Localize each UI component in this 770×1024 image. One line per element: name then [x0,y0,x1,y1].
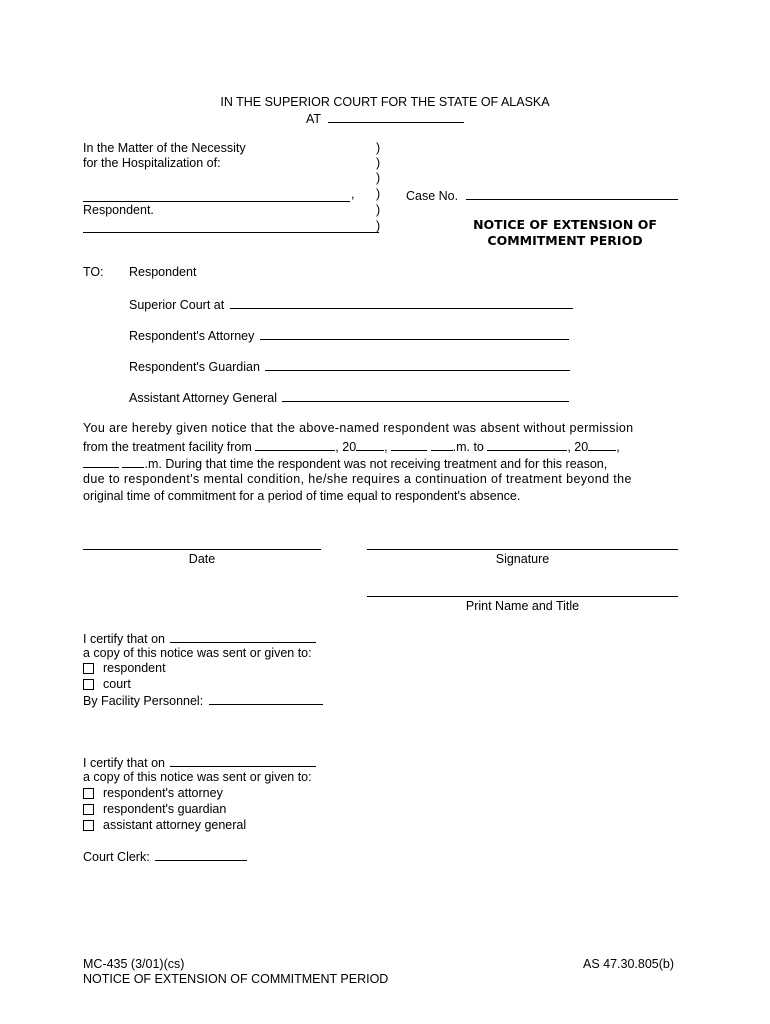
to-guardian [129,358,570,374]
checkbox-respondents-attorney[interactable] [83,788,94,799]
superior-court-field[interactable] [230,296,573,309]
guardian-label: Respondent's Guardian [129,360,260,374]
certify-2-date-field[interactable] [170,754,316,767]
absence-end-time-field[interactable] [83,455,119,468]
court-location [306,110,464,126]
caption-paren: ) [376,171,381,185]
checkbox-respondent-row: respondent [83,661,166,675]
checkbox-guardian-row: respondent's guardian [83,802,226,816]
court-heading [0,95,770,109]
notice-line-3: .m. During that time the respondent was not receiving treatment and for this reason, [83,455,607,471]
court-location-field[interactable] [328,110,464,123]
signature-label: Signature [495,552,550,566]
guardian-field[interactable] [265,358,570,371]
date-field[interactable] [83,549,321,550]
by-facility-personnel: By Facility Personnel: [83,692,323,708]
checkbox-respondents-guardian[interactable] [83,804,94,815]
caption-bottom-rule [83,232,379,233]
absence-end-date-field[interactable] [487,438,567,451]
form-number: MC-435 (3/01)(cs) [83,957,185,971]
at-label: AT [306,112,321,126]
absence-end-year-field[interactable] [588,438,616,451]
caption-paren: ) [376,219,381,233]
to-label: TO: [83,265,104,279]
attorney-label: Respondent's Attorney [129,329,255,343]
to-superior-court [129,296,573,312]
checkbox-assistant-attorney-general[interactable] [83,820,94,831]
court-clerk-field[interactable] [155,848,247,861]
absence-start-year-field[interactable] [356,438,384,451]
court-clerk: Court Clerk: [83,848,247,864]
notice-line-1: You are hereby given notice that the above-named respondent was absent without permission [83,421,634,435]
checkbox-attorney-row: respondent's attorney [83,786,223,800]
court-line: IN THE SUPERIOR COURT FOR THE STATE OF ALASKA [220,95,550,109]
matter-line-2: for the Hospitalization of: [83,156,221,170]
superior-court-label: Superior Court at [129,298,225,312]
aag-label: Assistant Attorney General [129,391,277,405]
absence-start-time-field[interactable] [391,438,427,451]
statute-reference: AS 47.30.805(b) [583,957,675,971]
absence-start-ampm-field[interactable] [431,438,453,451]
certify-2-copy-label: a copy of this notice was sent or given to: [83,770,312,784]
certify-1-date-field[interactable] [170,630,316,643]
certify-2-date: I certify that on [83,754,316,770]
checkbox-aag-row: assistant attorney general [83,818,246,832]
print-name-field[interactable] [367,596,678,597]
document-title-line-2: COMMITMENT PERIOD [487,233,643,248]
notice-line-4: due to respondent's mental condition, he/she requires a continuation of treatment beyond the [83,472,632,486]
certify-1-date: I certify that on [83,630,316,646]
caption-paren: ) [376,187,381,201]
checkbox-court[interactable] [83,679,94,690]
checkbox-court-row: court [83,677,131,691]
facility-personnel-field[interactable] [209,692,323,705]
caption-paren: ) [376,141,381,155]
case-no-label: Case No. [406,189,459,203]
aag-field[interactable] [282,389,569,402]
print-name-label: Print Name and Title [465,599,580,613]
absence-start-date-field[interactable] [255,438,335,451]
signature-field[interactable] [367,549,678,550]
attorney-field[interactable] [260,327,569,340]
notice-line-5: original time of commitment for a period of time equal to respondent's absence. [83,489,521,503]
to-respondent: Respondent [129,265,197,279]
to-attorney [129,327,569,343]
certify-1-copy-label: a copy of this notice was sent or given to: [83,646,312,660]
respondent-label: Respondent. [83,203,154,217]
caption-paren: ) [376,203,381,217]
respondent-name-field[interactable] [83,201,350,202]
notice-line-2: from the treatment facility from , 20 , .m. to , 20 , [83,440,620,454]
case-number-field[interactable] [466,187,678,200]
caption-comma: , [351,187,355,201]
absence-end-ampm-field[interactable] [122,455,144,468]
matter-line-1: In the Matter of the Necessity [83,141,246,155]
case-number [406,187,678,203]
checkbox-respondent[interactable] [83,663,94,674]
date-label: Date [188,552,216,566]
form-title: NOTICE OF EXTENSION OF COMMITMENT PERIOD [83,972,389,986]
to-aag [129,389,569,405]
caption-paren: ) [376,156,381,170]
document-title-line-1: NOTICE OF EXTENSION OF [473,217,657,232]
